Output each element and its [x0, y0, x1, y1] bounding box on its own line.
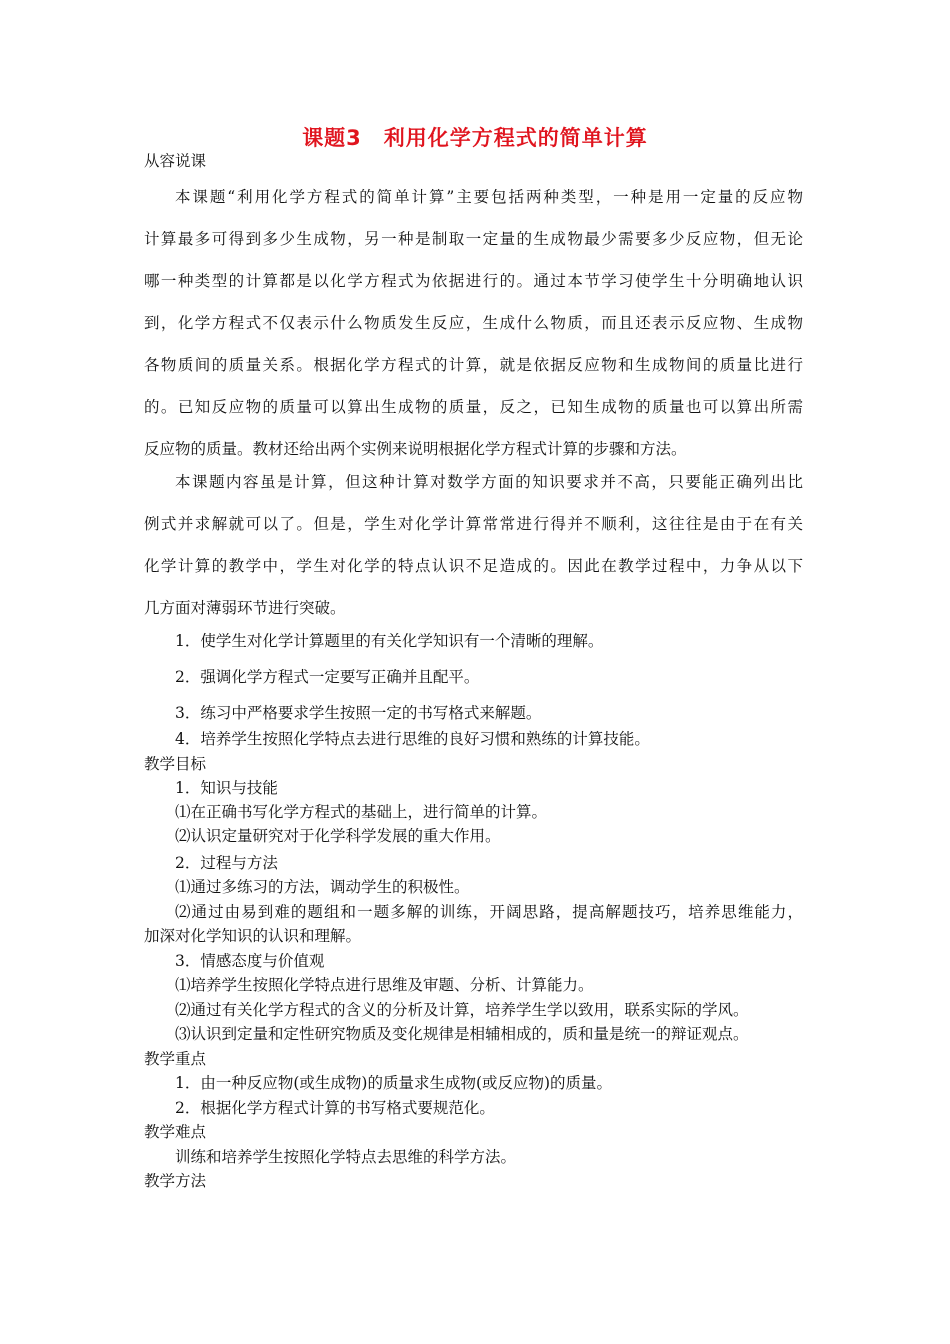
- section-heading-difficulty: 教学难点: [144, 1123, 207, 1141]
- section-heading-goals: 教学目标: [144, 755, 207, 773]
- subheading: 3．情感态度与价值观: [175, 952, 325, 970]
- subheading: 1．知识与技能: [175, 779, 278, 797]
- paragraph-line: 本课题内容虽是计算，但这种计算对数学方面的知识要求并不高，只要能正确列出比: [175, 473, 803, 491]
- list-item: 加深对化学知识的认识和理解。: [144, 927, 362, 945]
- list-item: 2．强调化学方程式一定要写正确并且配平。: [175, 668, 480, 686]
- paragraph-line: 例式并求解就可以了。但是，学生对化学计算常常进行得并不顺利，这往往是由于在有关: [144, 515, 803, 533]
- list-item: ⑵通过由易到难的题组和一题多解的训练，开阔思路，提高解题技巧，培养思维能力，: [175, 903, 803, 921]
- list-item: ⑴培养学生按照化学特点进行思维及审题、分析、计算能力。: [175, 976, 594, 994]
- list-item: 3．练习中严格要求学生按照一定的书写格式来解题。: [175, 704, 542, 722]
- list-item: 4．培养学生按照化学特点去进行思维的良好习惯和熟练的计算技能。: [175, 730, 650, 748]
- paragraph-line: 到，化学方程式不仅表示什么物质发生反应，生成什么物质，而且还表示反应物、生成物: [144, 314, 803, 332]
- paragraph-line: 训练和培养学生按照化学特点去思维的科学方法。: [175, 1148, 517, 1166]
- paragraph-line: 反应物的质量。教材还给出两个实例来说明根据化学方程式计算的步骤和方法。: [144, 440, 687, 458]
- document-title: 课题3 利用化学方程式的简单计算: [302, 126, 648, 150]
- paragraph-line: 的。已知反应物的质量可以算出生成物的质量，反之，已知生成物的质量也可以算出所需: [144, 398, 803, 416]
- paragraph-line: 几方面对薄弱环节进行突破。: [144, 599, 346, 617]
- paragraph-line: 计算最多可得到多少生成物，另一种是制取一定量的生成物最少需要多少反应物，但无论: [144, 230, 803, 248]
- list-item: 1．使学生对化学计算题里的有关化学知识有一个清晰的理解。: [175, 632, 604, 650]
- list-item: ⑴在正确书写化学方程式的基础上，进行简单的计算。: [175, 803, 548, 821]
- subheading: 2．过程与方法: [175, 854, 278, 872]
- list-item: ⑵认识定量研究对于化学科学发展的重大作用。: [175, 827, 501, 845]
- paragraph-line: 各物质间的质量关系。根据化学方程式的计算，就是依据反应物和生成物间的质量比进行: [144, 356, 803, 374]
- list-item: ⑶认识到定量和定性研究物质及变化规律是相辅相成的，质和量是统一的辩证观点。: [175, 1025, 749, 1043]
- list-item: ⑴通过多练习的方法，调动学生的积极性。: [175, 878, 470, 896]
- section-heading-key-points: 教学重点: [144, 1050, 207, 1068]
- paragraph-line: 化学计算的教学中，学生对化学的特点认识不足造成的。因此在教学过程中，力争从以下: [144, 557, 803, 575]
- list-item: 2．根据化学方程式计算的书写格式要规范化。: [175, 1099, 495, 1117]
- paragraph-line: 本课题“利用化学方程式的简单计算”主要包括两种类型，一种是用一定量的反应物: [175, 188, 803, 206]
- list-item: 1．由一种反应物(或生成物)的质量求生成物(或反应物)的质量。: [175, 1074, 613, 1092]
- list-item: ⑵通过有关化学方程式的含义的分析及计算，培养学生学以致用，联系实际的学风。: [175, 1001, 749, 1019]
- section-heading-shuoke: 从容说课: [144, 152, 207, 170]
- paragraph-line: 哪一种类型的计算都是以化学方程式为依据进行的。通过本节学习使学生十分明确地认识: [144, 272, 803, 290]
- section-heading-methods: 教学方法: [144, 1172, 207, 1190]
